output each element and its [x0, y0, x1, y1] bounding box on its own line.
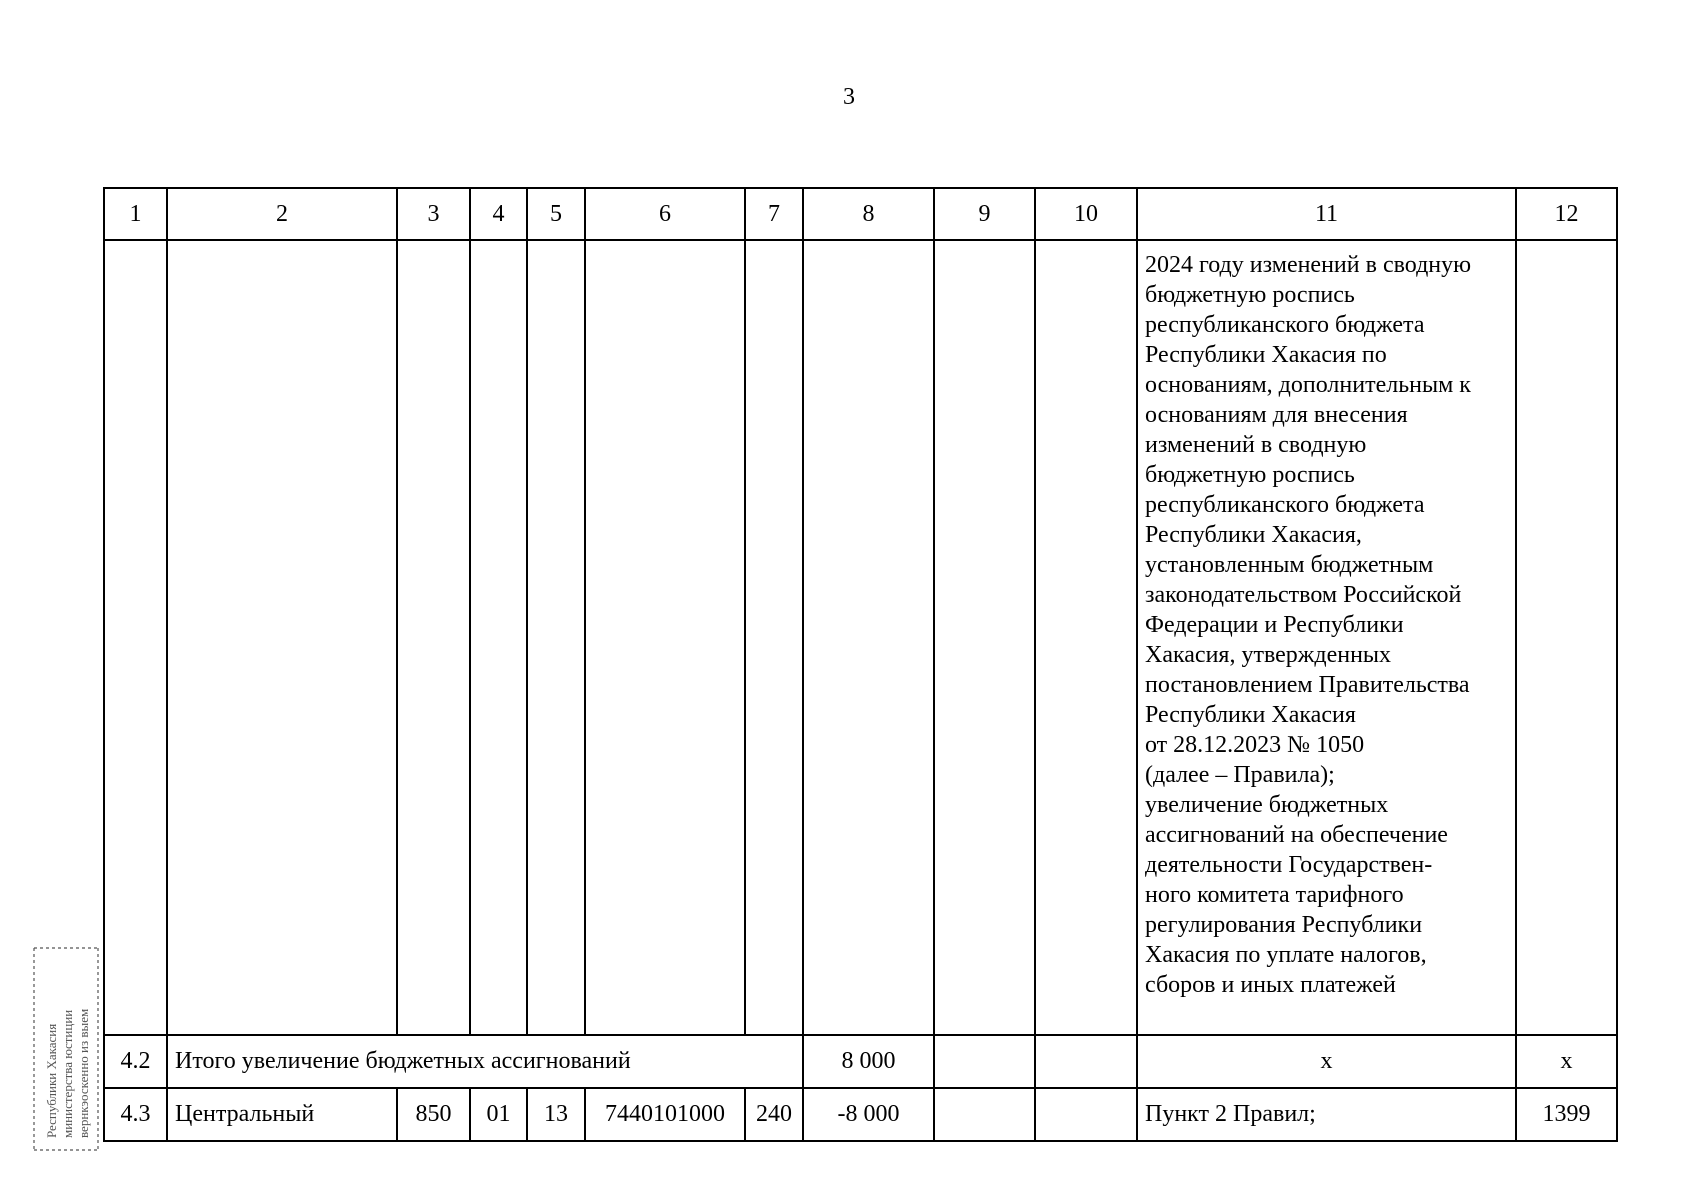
empty-cell: [527, 240, 585, 1035]
empty-cell: [745, 240, 803, 1035]
continuation-description: 2024 году изменений в сводную бюджетную роспись республиканского бюджета Республики Хакасия по основаниям, дополнительным к основаниям для внесения изменений в сводную бюджетную роспись республиканского бюджета Республики Хакасия, установленным бюджетным законодательством Российской Федерации и Республики Хакасия, утвержденных постановлением Правительства Республики Хакасия от 28.12.2023 № 1050 (далее – Правила); увеличение бюджетных ассигнований на обеспечение деятельности Государствен- ного комитета тарифного регулирования Республики Хакасия по уплате налогов, сборов и иных платежей: [1137, 240, 1516, 1035]
row-name: Центральный: [167, 1088, 397, 1141]
total-amount: 8 000: [803, 1035, 934, 1088]
total-col11: x: [1137, 1035, 1516, 1088]
header-cell-12: 12: [1516, 188, 1617, 240]
empty-cell: [803, 240, 934, 1035]
header-cell-4: 4: [470, 188, 527, 240]
cell-col12: 1399: [1516, 1088, 1617, 1141]
row-number: 4.3: [104, 1088, 167, 1141]
empty-cell: [585, 240, 745, 1035]
header-row: [104, 188, 1617, 240]
cell-col3: 850: [397, 1088, 470, 1141]
empty-cell: [1035, 240, 1137, 1035]
total-row: [104, 1035, 1617, 1088]
cell-col5: 13: [527, 1088, 585, 1141]
header-cell-10: 10: [1035, 188, 1137, 240]
empty-cell: [104, 240, 167, 1035]
header-cell-5: 5: [527, 188, 585, 240]
empty-cell: [167, 240, 397, 1035]
empty-cell: [934, 1035, 1035, 1088]
budget-table: [103, 187, 1618, 1142]
table-row: [104, 1088, 1617, 1141]
page-number: 3: [843, 84, 855, 110]
empty-cell: [1035, 1035, 1137, 1088]
cell-col6: 7440101000: [585, 1088, 745, 1141]
row-number: 4.2: [104, 1035, 167, 1088]
cell-col10: [1035, 1088, 1137, 1141]
stamp-line-2: министерства юстиции: [60, 1009, 75, 1138]
empty-cell: [1516, 240, 1617, 1035]
cell-col8: -8 000: [803, 1088, 934, 1141]
registration-stamp: [26, 938, 106, 1160]
header-cell-6: 6: [585, 188, 745, 240]
header-cell-8: 8: [803, 188, 934, 240]
header-cell-3: 3: [397, 188, 470, 240]
empty-cell: [470, 240, 527, 1035]
total-label: Итого увеличение бюджетных ассигнований: [167, 1035, 803, 1088]
empty-cell: [397, 240, 470, 1035]
cell-col7: 240: [745, 1088, 803, 1141]
stamp-line-3: Республики Хакасия: [44, 1023, 59, 1138]
cell-col9: [934, 1088, 1035, 1141]
header-cell-11: 11: [1137, 188, 1516, 240]
continuation-row: [104, 240, 1617, 1035]
cell-col11: Пункт 2 Правил;: [1137, 1088, 1516, 1141]
stamp-line-1: вернкэоскенно из выем: [76, 1008, 91, 1138]
cell-col4: 01: [470, 1088, 527, 1141]
header-cell-9: 9: [934, 188, 1035, 240]
total-col12: x: [1516, 1035, 1617, 1088]
header-cell-1: 1: [104, 188, 167, 240]
empty-cell: [934, 240, 1035, 1035]
header-cell-7: 7: [745, 188, 803, 240]
header-cell-2: 2: [167, 188, 397, 240]
